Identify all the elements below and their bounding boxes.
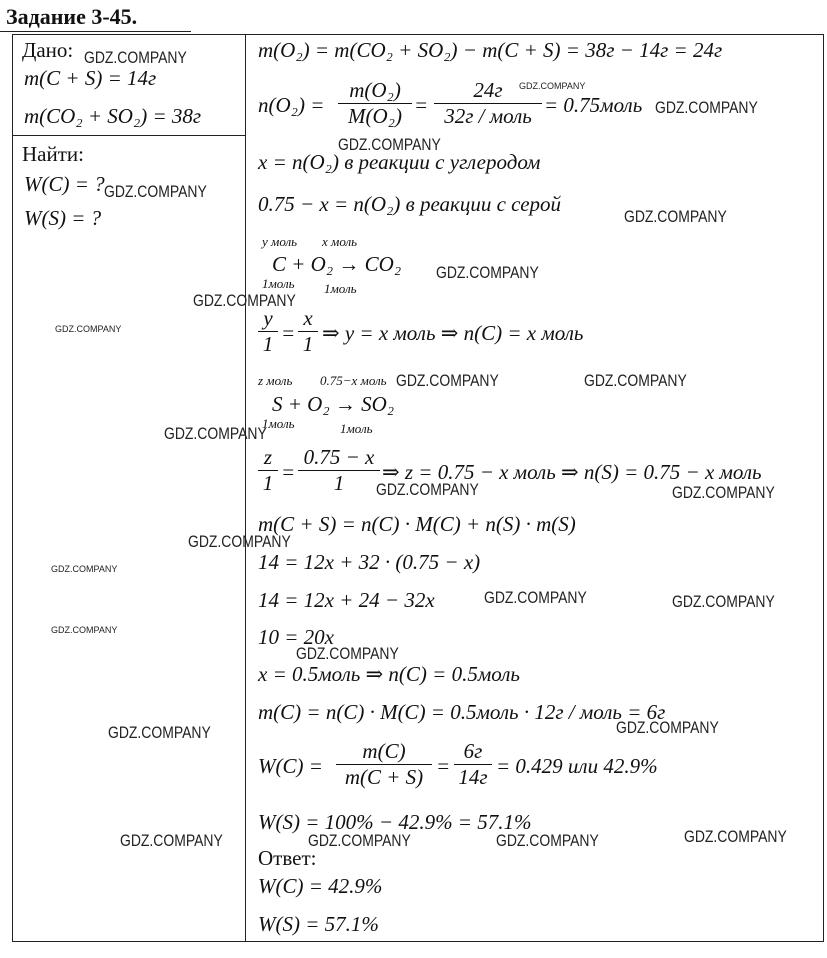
watermark: GDZ.COMPANY	[51, 625, 118, 635]
fraction-mc-over-mcs	[336, 739, 432, 790]
fraction-denominator: 1	[333, 471, 345, 495]
watermark: GDZ.COMPANY	[616, 718, 719, 737]
watermark: GDZ.COMPANY	[308, 831, 411, 850]
fraction-x-over-1	[298, 306, 318, 357]
solution-l13-left: W(C) =	[258, 754, 323, 778]
fraction-6-over-14	[454, 739, 492, 790]
given-find-divider	[12, 135, 245, 136]
watermark: GDZ.COMPANY	[338, 135, 441, 154]
fraction-numerator: 0.75 − x	[298, 445, 380, 471]
fraction-numerator: m(O₂)	[338, 78, 412, 104]
fraction-numerator: m(C)	[336, 739, 432, 765]
watermark: GDZ.COMPANY	[672, 592, 775, 611]
fraction-denominator: 1	[262, 471, 274, 495]
reaction2-equation: S + O₂ → SO₂	[272, 392, 395, 416]
fraction-y-over-1	[258, 306, 278, 357]
watermark: GDZ.COMPANY	[108, 723, 211, 742]
fraction-numerator: z	[258, 445, 278, 471]
solution-line-11: x = 0.5моль ⇒ n(C) = 0.5моль	[258, 662, 520, 686]
solution-line-14: W(S) = 100% − 42.9% = 57.1%	[258, 810, 532, 834]
watermark: GDZ.COMPANY	[120, 831, 223, 850]
reaction1-over-c: y моль	[262, 234, 298, 249]
solution-line-8: 14 = 12x + 32 · (0.75 − x)	[258, 550, 481, 574]
fraction-denominator: 1	[302, 332, 314, 356]
solution-l2-left: n(O₂) =	[258, 93, 325, 117]
find-wc: W(C) = ?	[24, 172, 105, 196]
watermark: GDZ.COMPANY	[193, 291, 296, 310]
watermark: GDZ.COMPANY	[376, 480, 479, 499]
watermark: GDZ.COMPANY	[684, 827, 787, 846]
watermark: GDZ.COMPANY	[496, 831, 599, 850]
answer-wc: W(C) = 42.9%	[258, 874, 383, 898]
solution-line-9: 14 = 12x + 24 − 32x	[258, 588, 435, 612]
fraction-denominator: 14г	[458, 765, 488, 789]
answer-ws: W(S) = 57.1%	[258, 912, 379, 936]
watermark: GDZ.COMPANY	[484, 588, 587, 607]
watermark: GDZ.COMPANY	[396, 371, 499, 390]
reaction1-under-o2: 1моль	[324, 281, 357, 296]
watermark: GDZ.COMPANY	[55, 324, 122, 334]
fraction-denominator: 32г / моль	[444, 104, 532, 128]
watermark: GDZ.COMPANY	[655, 98, 758, 117]
fraction-numerator: 24г	[434, 78, 542, 104]
fraction-denominator: M(O₂)	[348, 104, 402, 128]
watermark: GDZ.COMPANY	[51, 564, 118, 574]
solution-line-5: ⇒ y = x моль ⇒ n(C) = x моль	[322, 321, 584, 345]
given-mass-gases: m(CO₂ + SO₂) = 38г	[24, 104, 202, 128]
given-mass-cs: m(C + S) = 14г	[24, 66, 157, 90]
solution-line-3: x = n(O₂) в реакции с углеродом	[258, 150, 541, 174]
answer-label: Ответ:	[258, 846, 317, 870]
watermark: GDZ.COMPANY	[584, 371, 687, 390]
watermark: GDZ.COMPANY	[84, 48, 187, 67]
watermark: GDZ.COMPANY	[104, 182, 207, 201]
reaction2-under-o2: 1моль	[340, 421, 373, 436]
fraction-numerator: y	[258, 306, 278, 332]
fraction-numerator: x	[298, 306, 318, 332]
fraction-mo2-over-mo2	[338, 78, 412, 129]
fraction-numerator: 6г	[454, 739, 492, 765]
solution-line-12: m(C) = n(C) · M(C) = 0.5моль · 12г / моль = 6г	[258, 700, 666, 724]
fraction-075x-over-1	[298, 445, 380, 496]
watermark: GDZ.COMPANY	[624, 207, 727, 226]
given-label: Дано:	[22, 38, 74, 62]
solution-line-4: 0.75 − x = n(O₂) в реакции с серой	[258, 192, 562, 216]
watermark: GDZ.COMPANY	[296, 644, 399, 663]
watermark: GDZ.COMPANY	[519, 81, 586, 91]
equals-sign: =	[281, 460, 296, 484]
reaction2-under-s: 1моль	[262, 416, 295, 431]
find-label: Найти:	[22, 142, 84, 166]
reaction1-over-o2: x моль	[322, 234, 358, 249]
equals-sign: =	[414, 93, 429, 117]
watermark: GDZ.COMPANY	[164, 424, 267, 443]
solution-line-10: 10 = 20x	[258, 625, 334, 649]
title-underline	[0, 31, 191, 32]
watermark: GDZ.COMPANY	[672, 483, 775, 502]
reaction1-under-c: 1моль	[262, 276, 295, 291]
column-divider	[245, 34, 246, 942]
watermark: GDZ.COMPANY	[188, 532, 291, 551]
watermark: GDZ.COMPANY	[436, 263, 539, 282]
reaction2-over-s: z моль	[258, 373, 293, 388]
find-ws: W(S) = ?	[24, 206, 102, 230]
solution-l2-right: = 0.75моль	[544, 93, 643, 117]
equals-sign: =	[436, 754, 451, 778]
task-title: Задание 3-45.	[6, 4, 138, 29]
equals-sign: =	[281, 321, 296, 345]
solution-line-7: m(C + S) = n(C) · M(C) + n(S) · m(S)	[258, 512, 576, 536]
reaction2-over-o2: 0.75−x моль	[320, 373, 387, 388]
fraction-z-over-1	[258, 445, 278, 496]
reaction1-equation: C + O₂ → CO₂	[272, 252, 402, 276]
solution-l13-right: = 0.429 или 42.9%	[496, 754, 658, 778]
solution-line-1: m(O₂) = m(CO₂ + SO₂) − m(C + S) = 38г − 14г = 24г	[258, 38, 723, 62]
fraction-denominator: m(C + S)	[344, 765, 424, 789]
fraction-denominator: 1	[262, 332, 274, 356]
solution-line-6: ⇒ z = 0.75 − x моль ⇒ n(S) = 0.75 − x моль	[382, 460, 762, 484]
